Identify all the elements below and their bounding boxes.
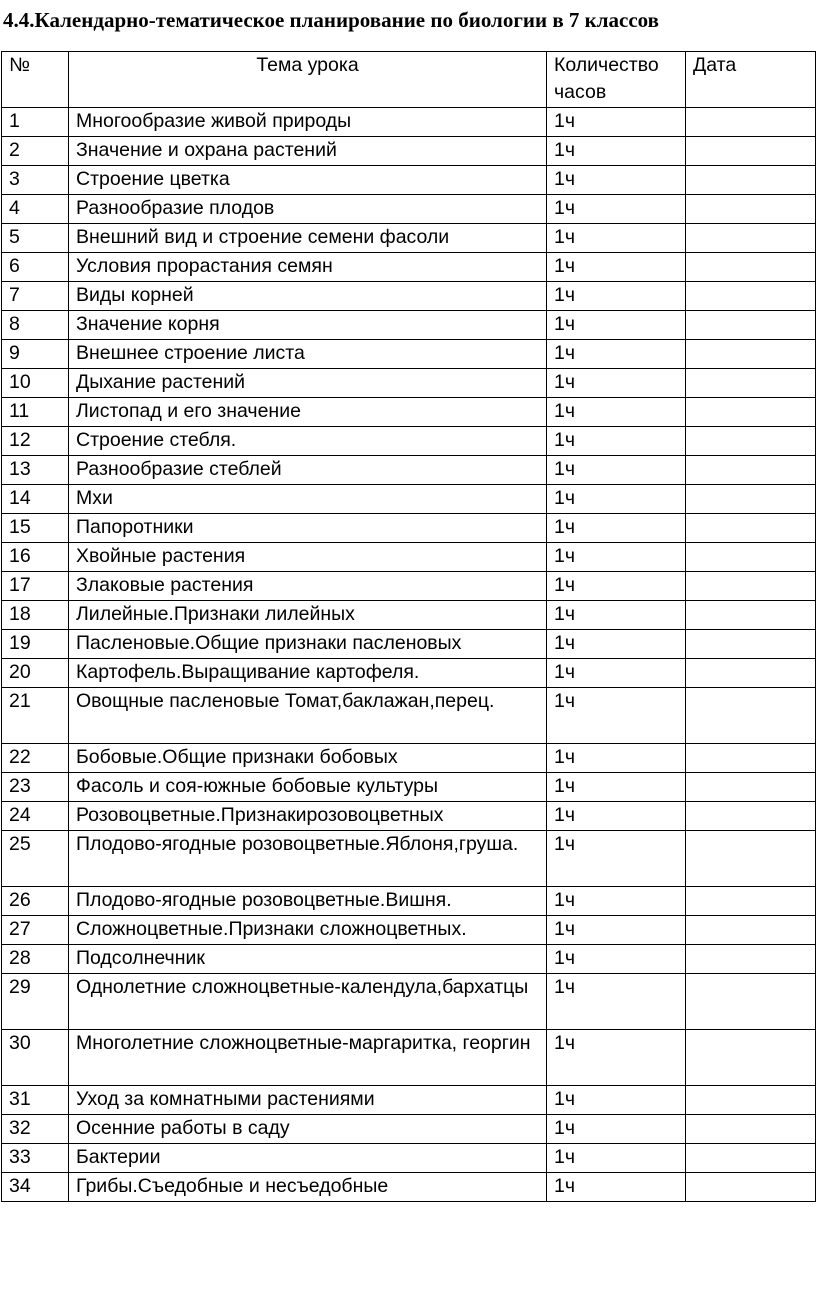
cell-topic: Внешний вид и строение семени фасоли <box>69 224 547 253</box>
cell-topic: Розовоцветные.Признакирозовоцветных <box>69 802 547 831</box>
cell-date <box>686 688 816 744</box>
cell-hours: 1ч <box>547 514 686 543</box>
cell-hours: 1ч <box>547 945 686 974</box>
table-row <box>2 1030 816 1086</box>
cell-topic: Строение стебля. <box>69 427 547 456</box>
table-row <box>2 166 816 195</box>
cell-num: 11 <box>2 398 69 427</box>
cell-num: 33 <box>2 1144 69 1173</box>
cell-num: 8 <box>2 311 69 340</box>
cell-hours: 1ч <box>547 485 686 514</box>
cell-hours: 1ч <box>547 1173 686 1202</box>
cell-date <box>686 744 816 773</box>
cell-hours: 1ч <box>547 253 686 282</box>
cell-num: 24 <box>2 802 69 831</box>
cell-num: 1 <box>2 108 69 137</box>
cell-date <box>686 137 816 166</box>
table-row <box>2 802 816 831</box>
cell-date <box>686 1144 816 1173</box>
cell-hours: 1ч <box>547 311 686 340</box>
table-row <box>2 369 816 398</box>
cell-topic: Разнообразие стеблей <box>69 456 547 485</box>
cell-topic: Бактерии <box>69 1144 547 1173</box>
cell-num: 22 <box>2 744 69 773</box>
cell-hours: 1ч <box>547 427 686 456</box>
cell-hours: 1ч <box>547 1030 686 1086</box>
cell-topic: Картофель.Выращивание картофеля. <box>69 659 547 688</box>
table-row <box>2 514 816 543</box>
cell-date <box>686 195 816 224</box>
cell-date <box>686 485 816 514</box>
cell-topic: Пасленовые.Общие признаки пасленовых <box>69 630 547 659</box>
cell-topic: Осенние работы в саду <box>69 1115 547 1144</box>
header-hours: Количество часов <box>547 52 686 108</box>
cell-num: 29 <box>2 974 69 1030</box>
cell-date <box>686 1115 816 1144</box>
cell-date <box>686 543 816 572</box>
table-row <box>2 887 816 916</box>
cell-hours: 1ч <box>547 224 686 253</box>
table-row <box>2 1086 816 1115</box>
cell-date <box>686 224 816 253</box>
cell-topic: Значение корня <box>69 311 547 340</box>
cell-topic: Мхи <box>69 485 547 514</box>
cell-date <box>686 311 816 340</box>
cell-date <box>686 974 816 1030</box>
table-row <box>2 630 816 659</box>
cell-date <box>686 601 816 630</box>
cell-hours: 1ч <box>547 195 686 224</box>
cell-hours: 1ч <box>547 831 686 887</box>
cell-date <box>686 514 816 543</box>
table-row <box>2 340 816 369</box>
cell-hours: 1ч <box>547 166 686 195</box>
cell-hours: 1ч <box>547 282 686 311</box>
cell-date <box>686 773 816 802</box>
cell-topic: Листопад и его значение <box>69 398 547 427</box>
cell-topic: Лилейные.Признаки лилейных <box>69 601 547 630</box>
table-row <box>2 311 816 340</box>
table-row <box>2 945 816 974</box>
table-row <box>2 137 816 166</box>
cell-date <box>686 1030 816 1086</box>
table-row <box>2 831 816 887</box>
cell-num: 27 <box>2 916 69 945</box>
cell-date <box>686 108 816 137</box>
cell-topic: Грибы.Съедобные и несъедобные <box>69 1173 547 1202</box>
cell-num: 28 <box>2 945 69 974</box>
table-row <box>2 427 816 456</box>
cell-hours: 1ч <box>547 630 686 659</box>
cell-date <box>686 572 816 601</box>
cell-date <box>686 1086 816 1115</box>
cell-num: 19 <box>2 630 69 659</box>
cell-date <box>686 659 816 688</box>
cell-num: 34 <box>2 1173 69 1202</box>
cell-topic: Овощные пасленовые Томат,баклажан,перец. <box>69 688 547 744</box>
cell-topic: Дыхание растений <box>69 369 547 398</box>
page-title: 4.4.Календарно-тематическое планирование по биологии в 7 классов <box>3 8 660 32</box>
cell-num: 21 <box>2 688 69 744</box>
cell-date <box>686 166 816 195</box>
cell-date <box>686 831 816 887</box>
cell-num: 6 <box>2 253 69 282</box>
cell-topic: Разнообразие плодов <box>69 195 547 224</box>
table-row <box>2 1173 816 1202</box>
cell-topic: Значение и охрана растений <box>69 137 547 166</box>
table-row <box>2 744 816 773</box>
cell-num: 3 <box>2 166 69 195</box>
cell-num: 13 <box>2 456 69 485</box>
cell-date <box>686 340 816 369</box>
cell-hours: 1ч <box>547 543 686 572</box>
cell-date <box>686 427 816 456</box>
cell-topic: Многообразие живой природы <box>69 108 547 137</box>
cell-num: 10 <box>2 369 69 398</box>
table-row <box>2 282 816 311</box>
cell-num: 32 <box>2 1115 69 1144</box>
cell-num: 20 <box>2 659 69 688</box>
cell-hours: 1ч <box>547 887 686 916</box>
cell-num: 4 <box>2 195 69 224</box>
cell-topic: Фасоль и соя-южные бобовые культуры <box>69 773 547 802</box>
cell-num: 23 <box>2 773 69 802</box>
cell-hours: 1ч <box>547 398 686 427</box>
cell-hours: 1ч <box>547 744 686 773</box>
cell-topic: Внешнее строение листа <box>69 340 547 369</box>
cell-hours: 1ч <box>547 916 686 945</box>
cell-hours: 1ч <box>547 572 686 601</box>
table-row <box>2 485 816 514</box>
table-row <box>2 659 816 688</box>
cell-num: 18 <box>2 601 69 630</box>
cell-num: 31 <box>2 1086 69 1115</box>
lesson-plan-table <box>1 51 816 1202</box>
cell-topic: Подсолнечник <box>69 945 547 974</box>
cell-date <box>686 802 816 831</box>
cell-hours: 1ч <box>547 659 686 688</box>
cell-topic: Плодово-ягодные розовоцветные.Яблоня,груша. <box>69 831 547 887</box>
cell-date <box>686 630 816 659</box>
cell-topic: Уход за комнатными растениями <box>69 1086 547 1115</box>
table-row <box>2 601 816 630</box>
cell-topic: Многолетние сложноцветные-маргаритка, георгин <box>69 1030 547 1086</box>
cell-topic: Бобовые.Общие признаки бобовых <box>69 744 547 773</box>
cell-hours: 1ч <box>547 369 686 398</box>
cell-hours: 1ч <box>547 802 686 831</box>
cell-topic: Строение цветка <box>69 166 547 195</box>
cell-num: 16 <box>2 543 69 572</box>
cell-topic: Виды корней <box>69 282 547 311</box>
cell-date <box>686 1173 816 1202</box>
cell-hours: 1ч <box>547 974 686 1030</box>
cell-num: 5 <box>2 224 69 253</box>
cell-date <box>686 398 816 427</box>
cell-date <box>686 282 816 311</box>
header-topic: Тема урока <box>69 52 547 108</box>
table-row <box>2 224 816 253</box>
cell-date <box>686 369 816 398</box>
cell-date <box>686 456 816 485</box>
cell-date <box>686 887 816 916</box>
table-row <box>2 543 816 572</box>
table-row <box>2 108 816 137</box>
cell-num: 17 <box>2 572 69 601</box>
table-row <box>2 456 816 485</box>
cell-hours: 1ч <box>547 773 686 802</box>
table-row <box>2 773 816 802</box>
cell-hours: 1ч <box>547 688 686 744</box>
cell-num: 12 <box>2 427 69 456</box>
cell-date <box>686 916 816 945</box>
cell-num: 2 <box>2 137 69 166</box>
cell-date <box>686 253 816 282</box>
cell-hours: 1ч <box>547 456 686 485</box>
table-row <box>2 572 816 601</box>
cell-topic: Условия прорастания семян <box>69 253 547 282</box>
cell-num: 9 <box>2 340 69 369</box>
cell-date <box>686 945 816 974</box>
table-row <box>2 1144 816 1173</box>
cell-num: 30 <box>2 1030 69 1086</box>
cell-topic: Хвойные растения <box>69 543 547 572</box>
cell-num: 7 <box>2 282 69 311</box>
cell-hours: 1ч <box>547 108 686 137</box>
table-row <box>2 195 816 224</box>
table-row <box>2 253 816 282</box>
table-row <box>2 398 816 427</box>
table-row <box>2 974 816 1030</box>
table-header-row <box>2 52 816 108</box>
cell-hours: 1ч <box>547 1115 686 1144</box>
cell-hours: 1ч <box>547 1086 686 1115</box>
cell-num: 25 <box>2 831 69 887</box>
table-row <box>2 916 816 945</box>
cell-hours: 1ч <box>547 1144 686 1173</box>
header-date: Дата <box>686 52 816 108</box>
cell-hours: 1ч <box>547 340 686 369</box>
cell-topic: Сложноцветные.Признаки сложноцветных. <box>69 916 547 945</box>
cell-topic: Плодово-ягодные розовоцветные.Вишня. <box>69 887 547 916</box>
table-row <box>2 1115 816 1144</box>
cell-num: 15 <box>2 514 69 543</box>
table-row <box>2 688 816 744</box>
cell-topic: Папоротники <box>69 514 547 543</box>
cell-hours: 1ч <box>547 137 686 166</box>
cell-topic: Злаковые растения <box>69 572 547 601</box>
cell-num: 14 <box>2 485 69 514</box>
cell-topic: Однолетние сложноцветные-календула,бархатцы <box>69 974 547 1030</box>
cell-hours: 1ч <box>547 601 686 630</box>
cell-num: 26 <box>2 887 69 916</box>
header-num: № <box>2 52 69 108</box>
